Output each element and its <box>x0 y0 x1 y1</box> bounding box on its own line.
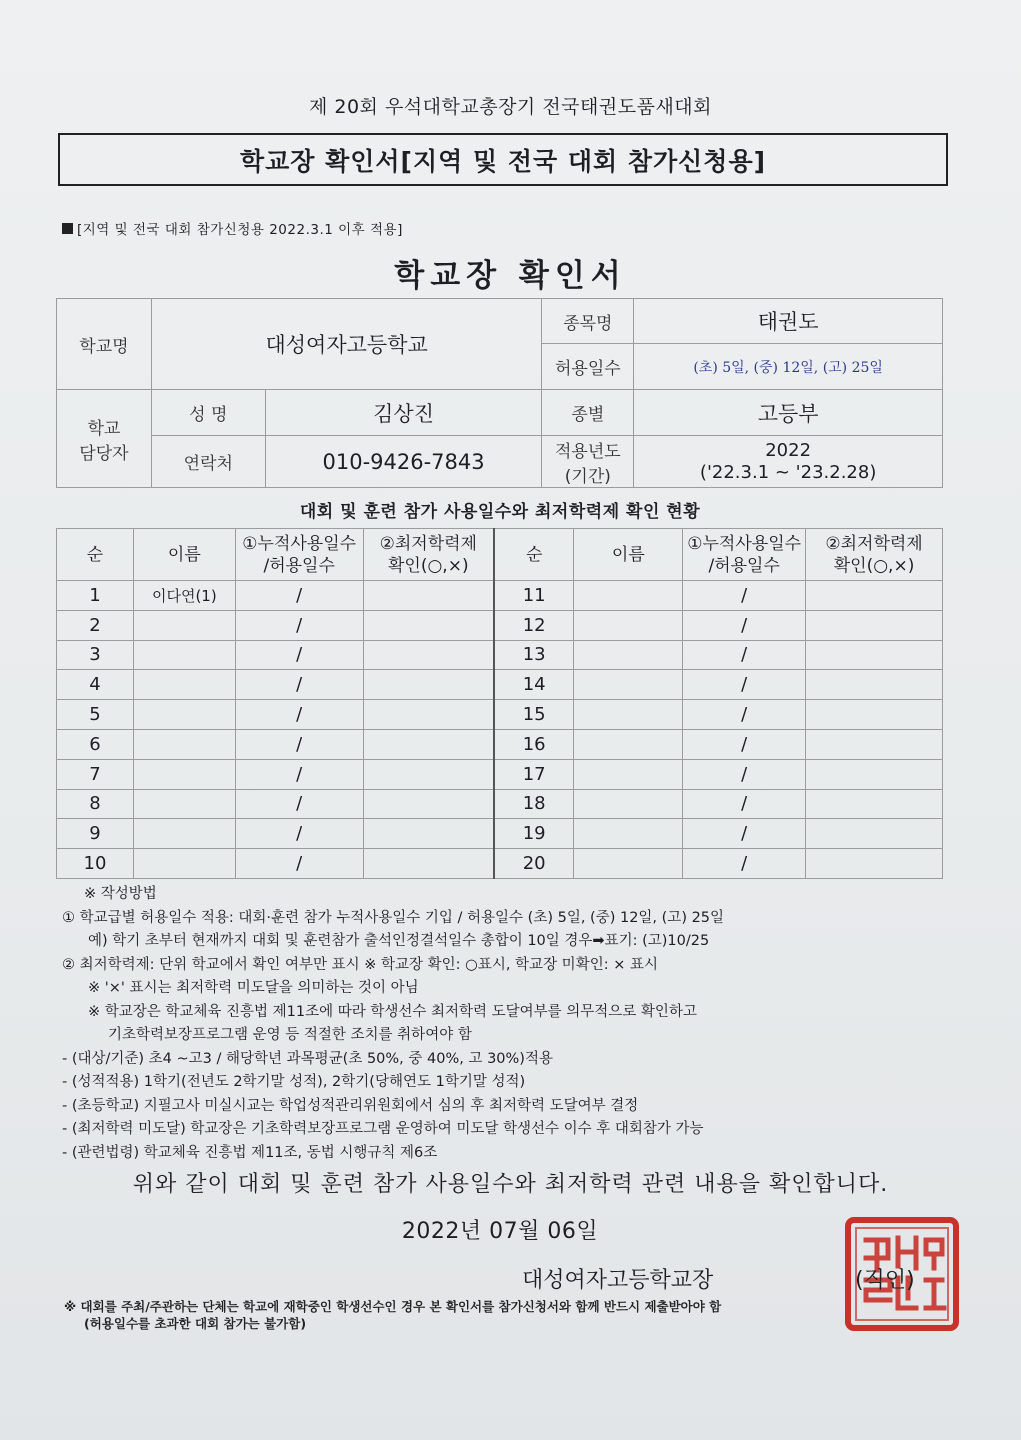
row-no-right-cell: 14 <box>494 670 574 700</box>
document-title: 학교장 확인서 <box>394 258 627 294</box>
table-row <box>57 789 943 819</box>
header-used <box>235 529 363 581</box>
sport-label: 종목명 <box>542 299 634 344</box>
year-label-line2: (기간) <box>564 466 611 487</box>
row-name-cell <box>133 729 235 759</box>
row-min-cell <box>363 670 494 700</box>
header-used-right-line2: /허용일수 <box>708 555 780 576</box>
row-used-cell: / <box>235 700 363 730</box>
method-line-11: - (관련법령) 학교체육 진흥법 제11조, 동법 시행규칙 제6조 <box>62 1144 438 1161</box>
row-name-cell <box>133 700 235 730</box>
period-value: ('22.3.1 ~ '23.2.28) <box>699 461 877 483</box>
principal-name: 대성여자고등학교장 <box>522 1268 714 1293</box>
sport-value: 태권도 <box>634 299 943 344</box>
header-min-line2: 확인(○,×) <box>388 555 469 576</box>
contact-label: 연락처 <box>151 436 265 488</box>
header-name: 이름 <box>133 529 235 581</box>
row-no-cell: 1 <box>57 581 134 611</box>
row-min-cell <box>363 849 494 879</box>
contact-value: 010-9426-7843 <box>265 436 542 488</box>
method-line-3: ② 최저학력제: 단위 학교에서 확인 여부만 표시 ※ 학교장 확인: ○표시, 학교장 미확인: × 표시 <box>62 956 658 973</box>
issue-date: 2022년 07월 06일 <box>401 1219 599 1244</box>
row-used-cell: / <box>235 789 363 819</box>
name-label: 성 명 <box>151 390 265 436</box>
row-min-cell <box>363 581 494 611</box>
manager-label <box>57 390 152 488</box>
type-label: 종별 <box>542 390 634 436</box>
header-min-right <box>806 529 943 581</box>
row-used-right-cell: / <box>683 819 806 849</box>
row-name-cell <box>133 819 235 849</box>
row-name-cell <box>133 670 235 700</box>
row-min-right-cell <box>806 729 943 759</box>
row-used-cell: / <box>235 610 363 640</box>
row-used-right-cell: / <box>683 700 806 730</box>
row-no-cell: 4 <box>57 670 134 700</box>
apply-note <box>62 218 403 238</box>
header-used-line1: ①누적사용일수 <box>242 533 357 554</box>
apply-note-text: [지역 및 전국 대회 참가신청용 2022.3.1 이후 적용] <box>77 222 403 238</box>
header-no-right: 순 <box>494 529 574 581</box>
event-title: 제 20회 우석대학교총장기 전국태권도품새대회 <box>308 96 713 118</box>
row-no-cell: 7 <box>57 759 134 789</box>
row-used-cell: / <box>235 849 363 879</box>
row-used-right-cell: / <box>683 610 806 640</box>
table-row <box>57 759 943 789</box>
header-min <box>363 529 494 581</box>
method-line-5: ※ 학교장은 학교체육 진흥법 제11조에 따라 학생선수 최저학력 도달여부를 의무적으로 확인하고 <box>88 1003 697 1020</box>
method-line-9: - (초등학교) 지필고사 미실시교는 학업성적관리위원회에서 심의 후 최저학력 도달여부 결정 <box>62 1097 639 1114</box>
row-min-cell <box>363 700 494 730</box>
manager-label-line1: 학교 <box>87 418 121 439</box>
row-name-right-cell <box>574 610 683 640</box>
allow-label: 허용일수 <box>542 344 634 390</box>
row-used-cell: / <box>235 819 363 849</box>
method-line-10: - (최저학력 미도달) 학교장은 기초학력보장프로그램 운영하여 미도달 학생선수 이수 후 대회참가 가능 <box>62 1121 704 1137</box>
table-row <box>57 581 943 611</box>
info-table <box>56 298 943 488</box>
row-used-right-cell: / <box>683 640 806 670</box>
allow-value: (초) 5일, (중) 12일, (고) 25일 <box>634 344 943 390</box>
row-used-right-cell: / <box>683 789 806 819</box>
header-min-line1: ②최저학력제 <box>379 533 477 554</box>
name-value: 김상진 <box>265 390 542 436</box>
header-name-right: 이름 <box>574 529 683 581</box>
header-used-right-line1: ①누적사용일수 <box>687 533 802 554</box>
confirm-statement: 위와 같이 대회 및 훈련 참가 사용일수와 최저학력 관련 내용을 확인합니다. <box>132 1172 889 1197</box>
method-line-2: 예) 학기 초부터 현재까지 대회 및 훈련참가 출석인정결석일수 총합이 10일 경우➡표기: (고)10/25 <box>88 933 710 949</box>
row-used-right-cell: / <box>683 670 806 700</box>
footnote-line-2: (허용일수를 초과한 대회 참가는 불가함) <box>84 1316 307 1331</box>
school-value: 대성여자고등학교 <box>151 299 542 390</box>
header-min-right-line1: ②최저학력제 <box>825 533 923 554</box>
row-min-cell <box>363 729 494 759</box>
table-row <box>57 610 943 640</box>
row-min-right-cell <box>806 759 943 789</box>
row-min-right-cell <box>806 849 943 879</box>
year-value: 2022 <box>765 439 812 461</box>
row-min-right-cell <box>806 640 943 670</box>
row-used-cell: / <box>235 640 363 670</box>
row-name-cell <box>133 849 235 879</box>
row-name-cell <box>133 789 235 819</box>
row-name-right-cell <box>574 581 683 611</box>
row-no-right-cell: 20 <box>494 849 574 879</box>
table-row <box>57 729 943 759</box>
row-no-cell: 8 <box>57 789 134 819</box>
row-name-right-cell <box>574 729 683 759</box>
header-no: 순 <box>57 529 134 581</box>
method-line-4: ※ '×' 표시는 최저학력 미도달을 의미하는 것이 아님 <box>88 980 419 996</box>
method-line-7: - (대상/기준) 초4 ~고3 / 해당학년 과목평균(초 50%, 중 40%, 고 30%)적용 <box>62 1050 553 1067</box>
row-no-right-cell: 17 <box>494 759 574 789</box>
row-used-cell: / <box>235 729 363 759</box>
usage-table <box>56 528 943 879</box>
seal-label: (직인) <box>855 1268 915 1293</box>
footnote <box>64 1298 964 1332</box>
method-line-8: - (성적적용) 1학기(전년도 2학기말 성적), 2학기(당해연도 1학기말 성적) <box>62 1074 526 1090</box>
table-row <box>57 700 943 730</box>
section-title: 대회 및 훈련 참가 사용일수와 최저학력제 확인 현황 <box>299 502 701 522</box>
row-name-right-cell <box>574 789 683 819</box>
row-name-right-cell <box>574 819 683 849</box>
writing-method <box>62 883 952 1165</box>
row-used-cell: / <box>235 759 363 789</box>
row-name-right-cell <box>574 700 683 730</box>
year-value-cell <box>634 436 943 488</box>
manager-label-line2: 담당자 <box>79 443 129 464</box>
row-no-right-cell: 12 <box>494 610 574 640</box>
usage-table-header <box>57 529 943 581</box>
method-title: ※ 작성방법 <box>84 886 157 902</box>
row-no-right-cell: 16 <box>494 729 574 759</box>
table-row <box>57 849 943 879</box>
type-value: 고등부 <box>634 390 943 436</box>
usage-table-body <box>57 581 943 879</box>
row-min-right-cell <box>806 581 943 611</box>
row-name-right-cell <box>574 759 683 789</box>
row-min-right-cell <box>806 670 943 700</box>
footnote-line-1: ※ 대회를 주최/주관하는 단체는 학교에 재학중인 학생선수인 경우 본 확인서를 참가신청서와 함께 반드시 제출받아야 함 <box>64 1299 722 1314</box>
row-no-right-cell: 11 <box>494 581 574 611</box>
year-label-line1: 적용년도 <box>554 441 621 462</box>
row-name-right-cell <box>574 670 683 700</box>
row-name-right-cell <box>574 640 683 670</box>
row-no-cell: 2 <box>57 610 134 640</box>
row-no-right-cell: 19 <box>494 819 574 849</box>
header-min-right-line2: 확인(○,×) <box>833 555 915 576</box>
table-row <box>57 670 943 700</box>
row-no-cell: 3 <box>57 640 134 670</box>
row-used-right-cell: / <box>683 729 806 759</box>
method-line-6: 기초학력보장프로그램 운영 등 적절한 조치를 취하여야 함 <box>108 1027 472 1043</box>
row-no-right-cell: 18 <box>494 789 574 819</box>
table-row <box>57 819 943 849</box>
row-name-cell: 이다연(1) <box>133 581 235 611</box>
school-label: 학교명 <box>57 299 152 390</box>
row-min-right-cell <box>806 700 943 730</box>
row-name-cell <box>133 640 235 670</box>
row-used-cell: / <box>235 670 363 700</box>
row-min-right-cell <box>806 610 943 640</box>
row-used-right-cell: / <box>683 759 806 789</box>
header-used-line2: /허용일수 <box>263 555 335 576</box>
row-used-right-cell: / <box>683 849 806 879</box>
row-name-cell <box>133 610 235 640</box>
boxed-title: 학교장 확인서[지역 및 전국 대회 참가신청용] <box>58 133 948 186</box>
row-min-cell <box>363 819 494 849</box>
row-min-cell <box>363 789 494 819</box>
row-no-cell: 6 <box>57 729 134 759</box>
row-used-right-cell: / <box>683 581 806 611</box>
row-min-cell <box>363 610 494 640</box>
row-name-right-cell <box>574 849 683 879</box>
row-min-cell <box>363 759 494 789</box>
row-no-right-cell: 13 <box>494 640 574 670</box>
row-no-cell: 10 <box>57 849 134 879</box>
row-no-right-cell: 15 <box>494 700 574 730</box>
method-line-1: ① 학교급별 허용일수 적용: 대회·훈련 참가 누적사용일수 기입 / 허용일수 (초) 5일, (중) 12일, (고) 25일 <box>62 909 725 926</box>
row-min-cell <box>363 640 494 670</box>
row-min-right-cell <box>806 789 943 819</box>
row-no-cell: 9 <box>57 819 134 849</box>
row-name-cell <box>133 759 235 789</box>
row-min-right-cell <box>806 819 943 849</box>
row-no-cell: 5 <box>57 700 134 730</box>
square-bullet-icon <box>62 223 73 234</box>
year-label <box>542 436 634 488</box>
row-used-cell: / <box>235 581 363 611</box>
table-row <box>57 640 943 670</box>
header-used-right <box>683 529 806 581</box>
